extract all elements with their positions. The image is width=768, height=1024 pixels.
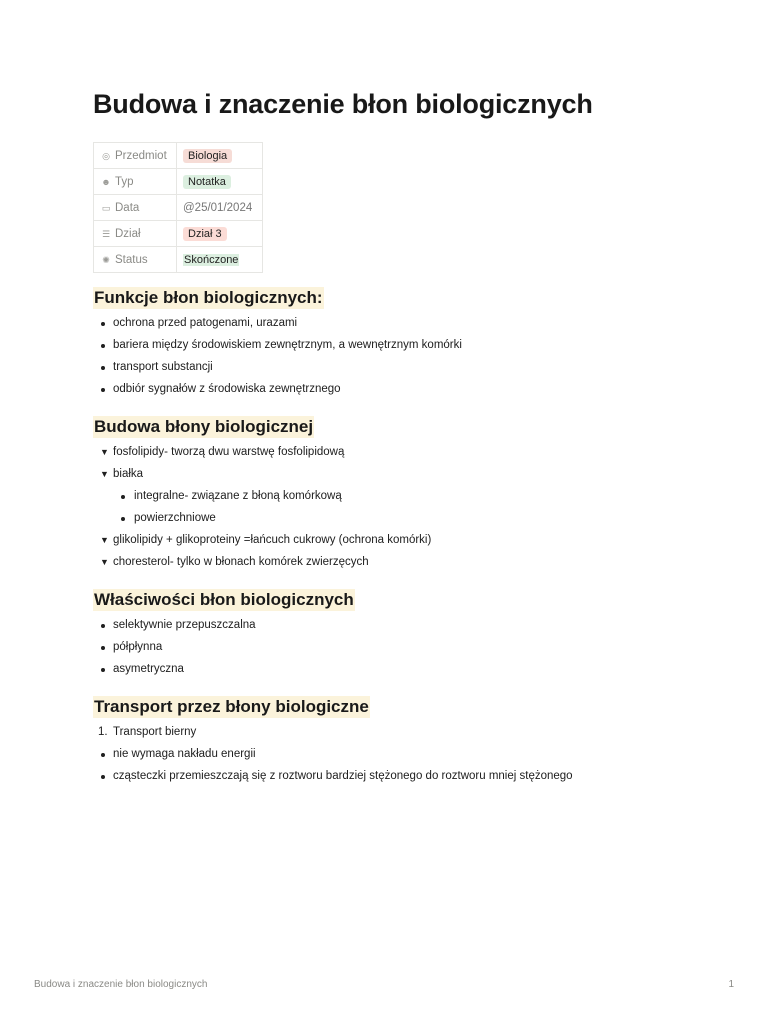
property-row-dzial [94, 221, 263, 247]
list-item: transport substancji [93, 356, 703, 378]
toggle-triangle-icon[interactable]: ▼ [100, 469, 109, 479]
property-tag-dzial[interactable]: Dział 3 [183, 227, 227, 241]
property-key: Status [115, 253, 148, 266]
section-budowa [93, 416, 703, 573]
property-tag-typ[interactable]: Notatka [183, 175, 231, 189]
list-item: asymetryczna [93, 658, 703, 680]
toggle-triangle-icon[interactable]: ▼ [100, 447, 109, 457]
list-item: ochrona przed patogenami, urazami [93, 312, 703, 334]
property-key: Przedmiot [115, 149, 167, 162]
page-title: Budowa i znaczenie błon biologicznych [93, 89, 593, 119]
toggle-item[interactable] [93, 551, 703, 573]
list-item: półpłynna [93, 636, 703, 658]
toggle-triangle-icon[interactable]: ▼ [100, 535, 109, 545]
toggle-triangle-icon[interactable]: ▼ [100, 557, 109, 567]
list-icon: ☰ [101, 228, 111, 239]
property-key: Data [115, 201, 140, 214]
toggle-item[interactable] [93, 441, 703, 463]
list-item: cząsteczki przemieszczają się z roztworu bardziej stężonego do roztworu mniej stężonego [93, 765, 703, 787]
numbered-item [93, 721, 703, 743]
section-transport [93, 696, 703, 787]
list-item: bariera między środowiskiem zewnętrznym, a wewnętrznym komórki [93, 334, 703, 356]
document-page [93, 86, 703, 787]
list-item: odbiór sygnałów z środowiska zewnętrznego [93, 378, 703, 400]
property-row-przedmiot [94, 143, 263, 169]
section-funkcje [93, 287, 703, 400]
toggle-text: fosfolipidy- tworzą dwu warstwę fosfolipidową [113, 446, 345, 458]
footer-title: Budowa i znaczenie błon biologicznych [34, 979, 208, 990]
property-row-data [94, 195, 263, 221]
list-number: 1. [98, 726, 108, 738]
calendar-icon: ▭ [101, 202, 111, 213]
toggle-text: glikolipidy + glikoproteiny =łańcuch cukrowy (ochrona komórki) [113, 534, 432, 546]
property-row-typ [94, 169, 263, 195]
property-row-status [94, 247, 263, 273]
numbered-text: Transport bierny [113, 726, 197, 738]
toggle-text: choresterol- tylko w błonach komórek zwierzęcych [113, 556, 369, 568]
section-wlasciwosci [93, 589, 703, 680]
section-heading: Budowa błony biologicznej [94, 417, 314, 436]
page-number: 1 [728, 979, 734, 990]
section-heading: Funkcje błon biologicznych: [94, 288, 323, 307]
bullet-list [93, 614, 703, 680]
list-item: nie wymaga nakładu energii [93, 743, 703, 765]
list-item: selektywnie przepuszczalna [93, 614, 703, 636]
property-tag-status[interactable]: Skończone [184, 253, 239, 266]
page-footer [34, 979, 734, 990]
numbered-list [93, 721, 703, 743]
loading-icon: ✺ [102, 254, 110, 265]
bullet-list [93, 312, 703, 400]
properties-table [93, 142, 263, 273]
property-key: Typ [115, 175, 134, 188]
property-key: Dział [115, 227, 141, 240]
target-icon: ◎ [102, 150, 110, 161]
toggle-item[interactable] [93, 529, 703, 551]
list-item: integralne- związane z błoną komórkową [93, 485, 703, 507]
list-item: powierzchniowe [93, 507, 703, 529]
toggle-list [93, 441, 703, 573]
property-tag-przedmiot[interactable]: Biologia [183, 149, 232, 163]
section-heading: Właściwości błon biologicznych [94, 590, 354, 609]
toggle-item[interactable] [93, 463, 703, 485]
section-heading: Transport przez błony biologiczne [94, 697, 369, 716]
emoji-icon: ☻ [101, 176, 111, 187]
property-value-data[interactable]: @25/01/2024 [183, 201, 253, 214]
bullet-list [93, 743, 703, 787]
toggle-text: białka [113, 468, 144, 480]
